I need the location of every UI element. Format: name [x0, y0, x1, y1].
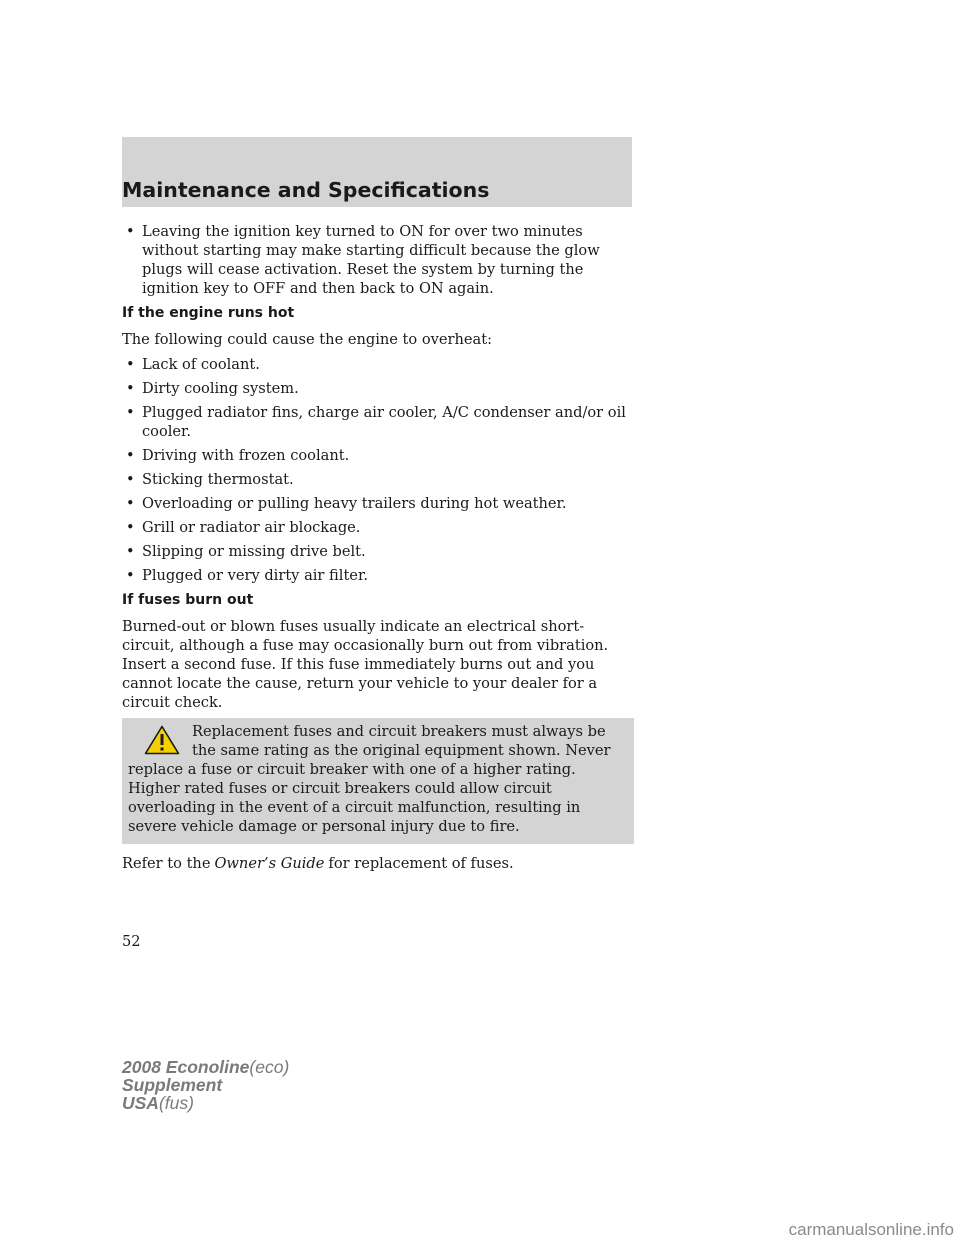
list-item [122, 446, 634, 465]
list-item [122, 403, 634, 441]
list-item-text: Slipping or missing drive belt. [142, 543, 366, 560]
bullet-icon: • [126, 519, 135, 536]
list-item [122, 355, 634, 374]
bullet-icon: • [126, 495, 135, 512]
list-item [122, 379, 634, 398]
bullet-icon: • [126, 447, 135, 464]
bullet-icon: • [126, 223, 135, 240]
list-item [122, 566, 634, 585]
warning-box [122, 718, 634, 844]
bullet-icon: • [126, 567, 135, 584]
list-item [122, 470, 634, 489]
footer-line-model [122, 1058, 289, 1076]
list-item [122, 542, 634, 561]
section-title: Maintenance and Specifications [122, 178, 490, 202]
owners-guide-reference: Owner’s Guide [214, 855, 325, 872]
document-footer [122, 1058, 289, 1112]
warning-text: Replacement fuses and circuit breakers must always be the same rating as the original equipment shown. Never replace a fuse or circuit breaker with one of a higher rating. Higher rated fuses or circuit breakers could allow circuit overloading in the event of a circuit malfunction, resulting in severe vehicle damage or personal injury due to fire. [128, 723, 611, 835]
section-heading-engine-hot: If the engine runs hot [122, 305, 295, 321]
list-item-text: Plugged or very dirty air filter. [142, 567, 368, 584]
bullet-icon: • [126, 543, 135, 560]
fuses-paragraph: Burned-out or blown fuses usually indicate an electrical short-circuit, although a fuse may occasionally burn out from vibration. Insert a second fuse. If this fuse immediately burns out and you cannot locate the cause, return your vehicle to your dealer for a circuit check. [122, 618, 609, 711]
closing-prefix: Refer to the [122, 855, 211, 872]
footer-region: USA [122, 1093, 159, 1113]
list-item-text: Overloading or pulling heavy trailers during hot weather. [142, 495, 567, 512]
list-item-text: Dirty cooling system. [142, 380, 299, 397]
list-item-text: Plugged radiator fins, charge air cooler, A/C condenser and/or oil cooler. [142, 404, 626, 440]
bullet-icon: • [126, 404, 135, 421]
page-content [122, 222, 634, 873]
bullet-icon: • [126, 356, 135, 373]
closing-suffix: for replacement of fuses. [328, 855, 514, 872]
list-item-text: Sticking thermostat. [142, 471, 294, 488]
bullet-icon: • [126, 471, 135, 488]
bullet-icon: • [126, 380, 135, 397]
list-item [122, 494, 634, 513]
list-item-text: Grill or radiator air blockage. [142, 519, 361, 536]
warning-triangle-icon [144, 725, 180, 755]
list-item-text: Leaving the ignition key turned to ON for over two minutes without starting may make starting difficult because the glow plugs will cease activation. Reset the system by turning the ignition key to OFF and then back to ON again. [142, 223, 600, 297]
engine-hot-intro: The following could cause the engine to overheat: [122, 331, 493, 348]
list-item-text: Lack of coolant. [142, 356, 260, 373]
list-item-text: Driving with frozen coolant. [142, 447, 350, 464]
footer-region-code: (fus) [158, 1093, 194, 1113]
section-heading-fuses: If fuses burn out [122, 592, 254, 608]
footer-model: 2008 Econoline [122, 1057, 250, 1077]
footer-line-region [122, 1094, 289, 1112]
page-number: 52 [122, 933, 141, 950]
list-item [122, 222, 634, 298]
closing-paragraph [122, 854, 634, 873]
watermark: carmanualsonline.info [788, 1220, 954, 1239]
footer-model-code: (eco) [249, 1057, 290, 1077]
footer-doc: Supplement [122, 1075, 223, 1095]
list-item [122, 518, 634, 537]
